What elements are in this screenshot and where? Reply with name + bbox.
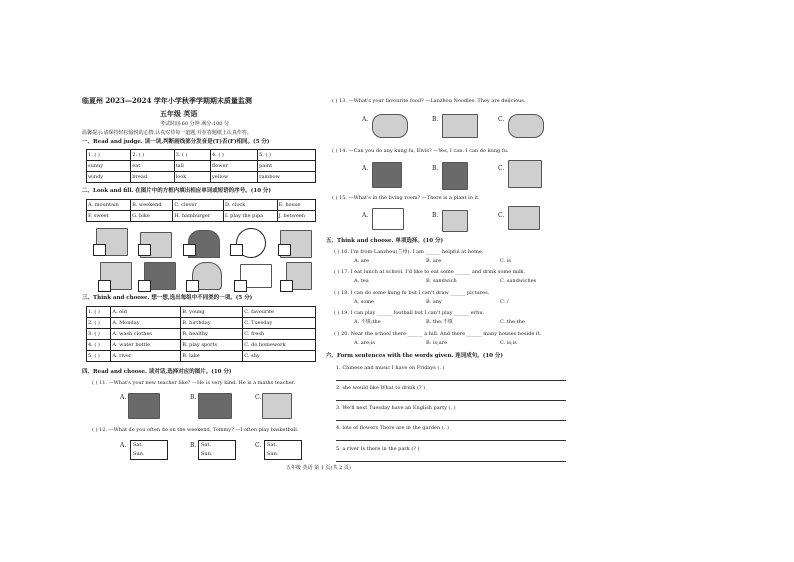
q14-label-b: B. bbox=[432, 165, 439, 172]
s2-option: J. between bbox=[277, 211, 315, 222]
question-11: ( ) 11. —What's your new teacher like? —He is very kind. He is a maths teacher. bbox=[92, 380, 296, 386]
q13-picture-c bbox=[508, 114, 544, 138]
section1-table bbox=[86, 149, 316, 183]
q18-option-a[interactable]: A. some bbox=[354, 299, 375, 305]
q14-picture-b bbox=[442, 162, 468, 190]
s3-opt: C. shy bbox=[243, 351, 316, 362]
section3-table bbox=[86, 306, 316, 362]
answer-box[interactable] bbox=[98, 280, 111, 292]
question-15: ( ) 15. —What's in the living room? —There is a plant in it. bbox=[332, 195, 480, 201]
s2-option: H. hamburger bbox=[173, 211, 224, 222]
s3-opt: C. Tuesday bbox=[243, 318, 316, 329]
s1-num[interactable]: 2. ( ) bbox=[131, 150, 174, 161]
q13-label-c: C. bbox=[498, 116, 505, 123]
q12-schedule-a bbox=[130, 440, 168, 460]
s1-num[interactable]: 5. ( ) bbox=[258, 150, 316, 161]
s3-opt: B. young bbox=[181, 307, 243, 318]
s3-num[interactable]: 4. ( ) bbox=[87, 340, 111, 351]
q13-picture-a bbox=[372, 114, 408, 138]
section6-title: 六、Form sentences with the words given. 连词成句。(10 分) bbox=[326, 353, 504, 359]
q13-picture-b bbox=[442, 114, 478, 138]
q11-picture-c bbox=[262, 393, 292, 419]
s3-opt: B. birthday bbox=[181, 318, 243, 329]
s3-opt: A. wash clothes bbox=[111, 329, 181, 340]
s3-opt: A. Monday bbox=[111, 318, 181, 329]
sentence-4: 4. lots of flowers There are in the garden (. ) bbox=[336, 425, 449, 431]
q12-label-a: A. bbox=[120, 442, 127, 449]
s3-opt: B. play sports bbox=[181, 340, 243, 351]
answer-box[interactable] bbox=[230, 244, 243, 256]
answer-line[interactable] bbox=[336, 461, 566, 462]
q11-label-b: B. bbox=[190, 394, 197, 401]
q17-option-b[interactable]: B. sandwich bbox=[426, 278, 457, 284]
s1-word: sunny bbox=[87, 161, 131, 172]
q15-picture-b bbox=[442, 210, 468, 232]
s2-option: D. clock bbox=[224, 200, 278, 211]
sat-label: Sat. bbox=[201, 442, 212, 448]
page-footer: 五年级 英语 第 1 页(共 2 页) bbox=[286, 465, 351, 471]
s3-num[interactable]: 1. ( ) bbox=[87, 307, 111, 318]
answer-line[interactable] bbox=[336, 440, 566, 441]
s3-opt: A. river bbox=[111, 351, 181, 362]
s1-num[interactable]: 3. ( ) bbox=[174, 150, 210, 161]
s2-option: E. house bbox=[277, 200, 315, 211]
q11-picture-a bbox=[128, 393, 160, 419]
s2-option: G. bike bbox=[131, 211, 173, 222]
s1-word: flower bbox=[210, 161, 257, 172]
q15-label-c: C. bbox=[498, 212, 505, 219]
q19-option-c[interactable]: C. the;the bbox=[500, 319, 525, 325]
q15-picture-c bbox=[508, 206, 540, 230]
q17-option-a[interactable]: A. tea bbox=[354, 278, 369, 284]
s1-word: rainbow bbox=[258, 172, 316, 183]
exam-meta: 考试时间:60 分钟 满分:100 分 bbox=[160, 121, 230, 127]
q12-schedule-b bbox=[198, 440, 236, 460]
section5-title: 五、Think and choose. 单项选择。(10 分) bbox=[326, 238, 444, 244]
section4-title: 四、Read and choose. 读对话,选择对应的图片。(10 分) bbox=[82, 369, 232, 375]
q15-picture-a bbox=[372, 208, 404, 230]
answer-box[interactable] bbox=[138, 244, 151, 256]
sat-label: Sat. bbox=[133, 442, 144, 448]
q11-label-a: A. bbox=[120, 394, 127, 401]
sentence-3: 3. We'll next Tuesday have an English party (. ) bbox=[336, 405, 456, 411]
q19-option-b[interactable]: B. the;不填 bbox=[426, 319, 453, 325]
sun-label: Sun. bbox=[201, 451, 213, 457]
q11-label-c: C. bbox=[255, 394, 262, 401]
s1-word: tall bbox=[174, 161, 210, 172]
sun-label: Sun. bbox=[267, 451, 279, 457]
sat-label: Sat. bbox=[267, 442, 278, 448]
q12-schedule-c bbox=[264, 440, 302, 460]
s1-word: eat bbox=[131, 161, 174, 172]
answer-box[interactable] bbox=[183, 244, 196, 256]
sentence-2: 2. she would like What to drink (? ) bbox=[336, 385, 426, 391]
q13-label-a: A. bbox=[362, 116, 369, 123]
q14-picture-c bbox=[508, 160, 542, 188]
s3-opt: C. favourite bbox=[243, 307, 316, 318]
question-19: ( ) 19. I can play ______ football but I can't play ______ erhu. bbox=[334, 310, 485, 316]
answer-box[interactable] bbox=[278, 244, 291, 256]
s3-opt: A. old bbox=[111, 307, 181, 318]
answer-box[interactable] bbox=[186, 280, 199, 292]
q15-label-a: A. bbox=[362, 212, 369, 219]
s3-opt: C. do homework bbox=[243, 340, 316, 351]
s1-word: paint bbox=[258, 161, 316, 172]
answer-box[interactable] bbox=[234, 280, 247, 292]
question-12: ( ) 12. —What do you often do on the weekend, Tommy? —I often play basketball. bbox=[92, 427, 299, 433]
s2-option: I. play the pipa bbox=[224, 211, 278, 222]
q16-option-a[interactable]: A. are bbox=[354, 258, 370, 264]
q18-option-b[interactable]: B. any bbox=[426, 299, 442, 305]
s3-opt: A. water bottle bbox=[111, 340, 181, 351]
answer-line[interactable] bbox=[336, 420, 566, 421]
question-20: ( ) 20. Near the school there ______ a hill. And there ______ many houses beside it. bbox=[334, 331, 542, 337]
q12-label-c: C. bbox=[255, 442, 262, 449]
s3-num[interactable]: 3. ( ) bbox=[87, 329, 111, 340]
q13-label-b: B. bbox=[432, 116, 439, 123]
question-13: ( ) 13. —What's your favourite food? —Lanzhou Noodles. They are delicious. bbox=[332, 98, 526, 104]
s2-option: A. mountain bbox=[87, 200, 131, 211]
s3-num[interactable]: 2. ( ) bbox=[87, 318, 111, 329]
page-subtitle: 五年级 英语 bbox=[160, 109, 198, 118]
sentence-5: 5. a river Is there in the park (? ) bbox=[336, 446, 420, 452]
s1-num[interactable]: 1. ( ) bbox=[87, 150, 131, 161]
s2-option: C. clever bbox=[173, 200, 224, 211]
s1-word: bread bbox=[131, 172, 174, 183]
q16-option-b[interactable]: B. are bbox=[426, 258, 442, 264]
s1-word: look bbox=[174, 172, 210, 183]
answer-box[interactable] bbox=[280, 280, 293, 292]
section3-title: 三、Think and choose. 想一想,选出每组中不同类的一项。(5 分) bbox=[82, 295, 253, 301]
s1-num[interactable]: 4. ( ) bbox=[210, 150, 257, 161]
s2-option: B. weekend bbox=[131, 200, 173, 211]
q17-option-c[interactable]: C. sandwiches bbox=[500, 278, 537, 284]
answer-line[interactable] bbox=[336, 400, 566, 401]
question-14: ( ) 14. —Can you do any kung fu, Elvis? —Yes, I can. I can do kung fu. bbox=[332, 148, 509, 154]
s3-opt: C. fresh bbox=[243, 329, 316, 340]
answer-box[interactable] bbox=[93, 244, 106, 256]
sentence-1: 1. Chinese and music I have on Fridays (. ) bbox=[336, 365, 445, 371]
section2-title: 二、Look and fill. 在图片中的方框内填出相应单词或短语的序号。(10 分) bbox=[82, 188, 272, 194]
sun-label: Sun. bbox=[133, 451, 145, 457]
answer-box[interactable] bbox=[138, 280, 151, 292]
q12-label-b: B. bbox=[190, 442, 197, 449]
question-16: ( ) 16. I'm from Lanzhou(兰州). I am ______ helpful at home. bbox=[334, 249, 484, 255]
s3-opt: B. lake bbox=[181, 351, 243, 362]
q20-option-a[interactable]: A. are;is bbox=[354, 340, 375, 346]
q18-option-c[interactable]: C. / bbox=[500, 299, 509, 305]
notice-text: 温馨提示:请保持轻松愉悦的心情,认真对待每一道题,并在答题纸上认真作答。 bbox=[82, 130, 252, 136]
q11-picture-b bbox=[198, 393, 232, 419]
question-18: ( ) 18. I can do some kung fu but I can't draw ______ pictures. bbox=[334, 290, 490, 296]
answer-line[interactable] bbox=[336, 380, 566, 381]
section1-title: 一、Read and judge. 读一读,判断画线部分发音是(T)否(F)相同。(5 分) bbox=[82, 139, 270, 145]
q14-label-a: A. bbox=[362, 165, 369, 172]
s2-option: F. sweet bbox=[87, 211, 131, 222]
s3-opt: B. healthy bbox=[181, 329, 243, 340]
section2-table bbox=[86, 199, 316, 222]
s1-word: windy bbox=[87, 172, 131, 183]
q20-option-c[interactable]: C. is;is bbox=[500, 340, 517, 346]
question-17: ( ) 17. I eat lunch at school. I'd like to eat some ______ and drink some milk. bbox=[334, 269, 526, 275]
s1-word: yellow bbox=[210, 172, 257, 183]
q19-option-a[interactable]: A. 不填;the bbox=[354, 319, 381, 325]
q16-option-c[interactable]: C. is bbox=[500, 258, 511, 264]
page-title: 临夏州 2023—2024 学年小学秋季学期期末质量监测 bbox=[82, 96, 252, 105]
q14-label-c: C. bbox=[498, 165, 505, 172]
q14-picture-a bbox=[372, 162, 402, 188]
q15-label-b: B. bbox=[432, 212, 439, 219]
q20-option-b[interactable]: B. is;are bbox=[426, 340, 448, 346]
s3-num[interactable]: 5. ( ) bbox=[87, 351, 111, 362]
